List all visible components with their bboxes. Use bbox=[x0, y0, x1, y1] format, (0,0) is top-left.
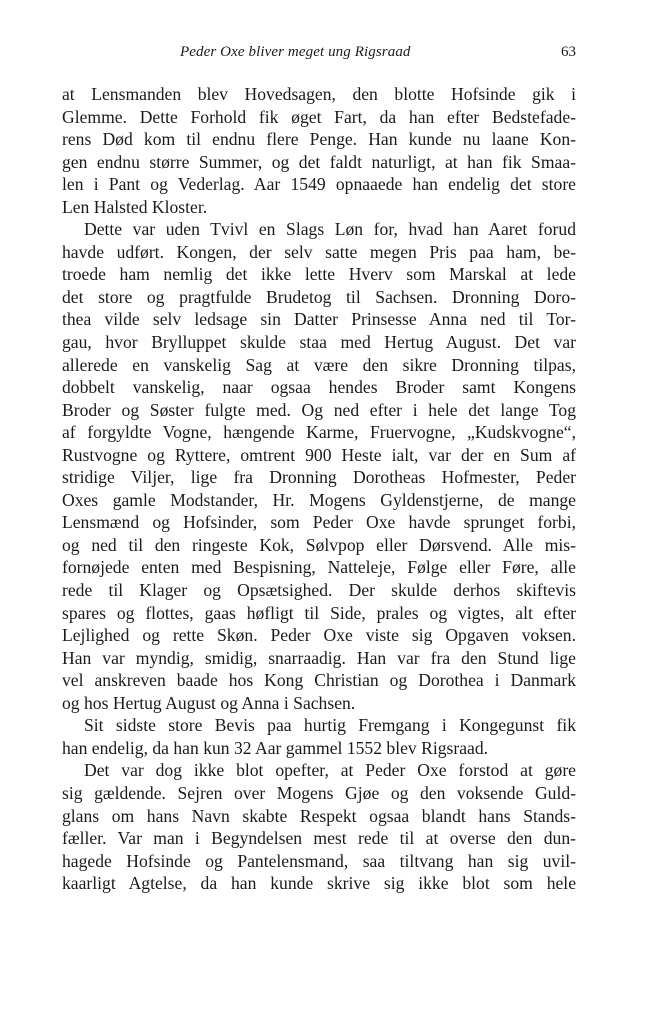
text-line: Lensmænd og Hofsinder, som Peder Oxe havde sprunget forbi, bbox=[62, 512, 576, 533]
text-line: glans om hans Navn skabte Respekt ogsaa blandt hans Stands- bbox=[62, 805, 576, 826]
paragraph bbox=[62, 714, 576, 759]
text-line: allerede en vanskelig Sag at være den sikre Dronning tilpas, bbox=[62, 354, 576, 375]
paragraph bbox=[62, 218, 576, 714]
text-line: af forgyldte Vogne, hængende Karme, Fruervogne, „Kudskvogne“, bbox=[62, 422, 576, 443]
text-line: Han var myndig, smidig, snarraadig. Han var fra den Stund lige bbox=[62, 647, 576, 668]
text-line: hagede Hofsinde og Pantelensmand, saa tiltvang han sig uvil- bbox=[62, 850, 576, 871]
text-line: Det var dog ikke blot opefter, at Peder Oxe forstod at gøre bbox=[84, 760, 576, 781]
text-line: gau, hvor Brylluppet skulde staa med Hertug August. Det var bbox=[62, 332, 576, 353]
running-head bbox=[62, 44, 576, 66]
text-line: rens Død kom til endnu flere Penge. Han kunde nu laane Kon- bbox=[62, 129, 576, 150]
text-line: spares og flottes, gaas høfligt til Side, prales og vigtes, alt efter bbox=[62, 602, 576, 623]
text-line: Rustvogne og Ryttere, omtrent 900 Heste ialt, var der en Sum af bbox=[62, 444, 576, 465]
text-line: Oxes gamle Modstander, Hr. Mogens Gyldenstjerne, de mange bbox=[62, 489, 576, 510]
text-line: at Lensmanden blev Hovedsagen, den blotte Hofsinde gik i bbox=[62, 84, 576, 104]
paragraph bbox=[62, 759, 576, 894]
text-line: Len Halsted Kloster. bbox=[62, 196, 208, 217]
text-line: fæller. Var man i Begyndelsen mest rede til at overse den dun- bbox=[62, 828, 576, 849]
text-line: stridige Viljer, lige fra Dronning Dorotheas Hofmester, Peder bbox=[62, 467, 576, 488]
text-line: havde udført. Kongen, der selv satte megen Pris paa ham, be- bbox=[62, 241, 576, 262]
text-line: Broder og Søster fulgte med. Og ned efter i hele det lange Tog bbox=[62, 399, 576, 420]
text-line: Sit sidste store Bevis paa hurtig Fremgang i Kongegunst fik bbox=[84, 715, 576, 736]
text-line: sig gældende. Sejren over Mogens Gjøe og den voksende Guld- bbox=[62, 782, 576, 803]
text-line: Dette var uden Tvivl en Slags Løn for, hvad han Aaret forud bbox=[84, 219, 576, 240]
text-line: rede til Klager og Opsætsighed. Der skulde derhos skiftevis bbox=[62, 580, 576, 601]
text-line: det store og pragtfulde Brudetog til Sachsen. Dronning Doro- bbox=[62, 286, 576, 307]
text-line: kaarligt Agtelse, da han kunde skrive sig ikke blot som hele bbox=[62, 873, 576, 894]
text-line: og hos Hertug August og Anna i Sachsen. bbox=[62, 692, 356, 713]
text-line: troede ham nemlig det ikke lette Hverv som Marskal at lede bbox=[62, 264, 576, 285]
text-line: og ned til den ringeste Kok, Sølvpop eller Dørsvend. Alle mis- bbox=[62, 534, 576, 555]
text-line: vel anskreven baade hos Kong Christian og Dorothea i Danmark bbox=[62, 670, 576, 691]
text-line: len i Pant og Vederlag. Aar 1549 opnaaede han endelig det store bbox=[62, 174, 576, 195]
text-line: thea vilde selv ledsage sin Datter Prinsesse Anna ned til Tor- bbox=[62, 309, 576, 330]
text-line: gen endnu større Summer, og det faldt naturligt, at han fik Smaa- bbox=[62, 151, 576, 172]
text-line: Lejlighed og rette Skøn. Peder Oxe viste sig Opgaven voksen. bbox=[62, 625, 576, 646]
text-line: Glemme. Dette Forhold fik øget Fart, da han efter Bedstefade- bbox=[62, 106, 576, 127]
running-title: Peder Oxe bliver meget ung Rigsraad bbox=[180, 44, 411, 60]
paragraph bbox=[62, 83, 576, 218]
text-line: han endelig, da han kun 32 Aar gammel 1552 blev Rigsraad. bbox=[62, 737, 489, 758]
text-line: fornøjede enten med Bespisning, Natteleje, Følge eller Føre, alle bbox=[62, 557, 576, 578]
text-line: dobbelt vanskelig, naar ogsaa hendes Broder samt Kongens bbox=[62, 377, 576, 398]
page-number: 63 bbox=[561, 44, 576, 60]
body-text bbox=[62, 83, 576, 895]
